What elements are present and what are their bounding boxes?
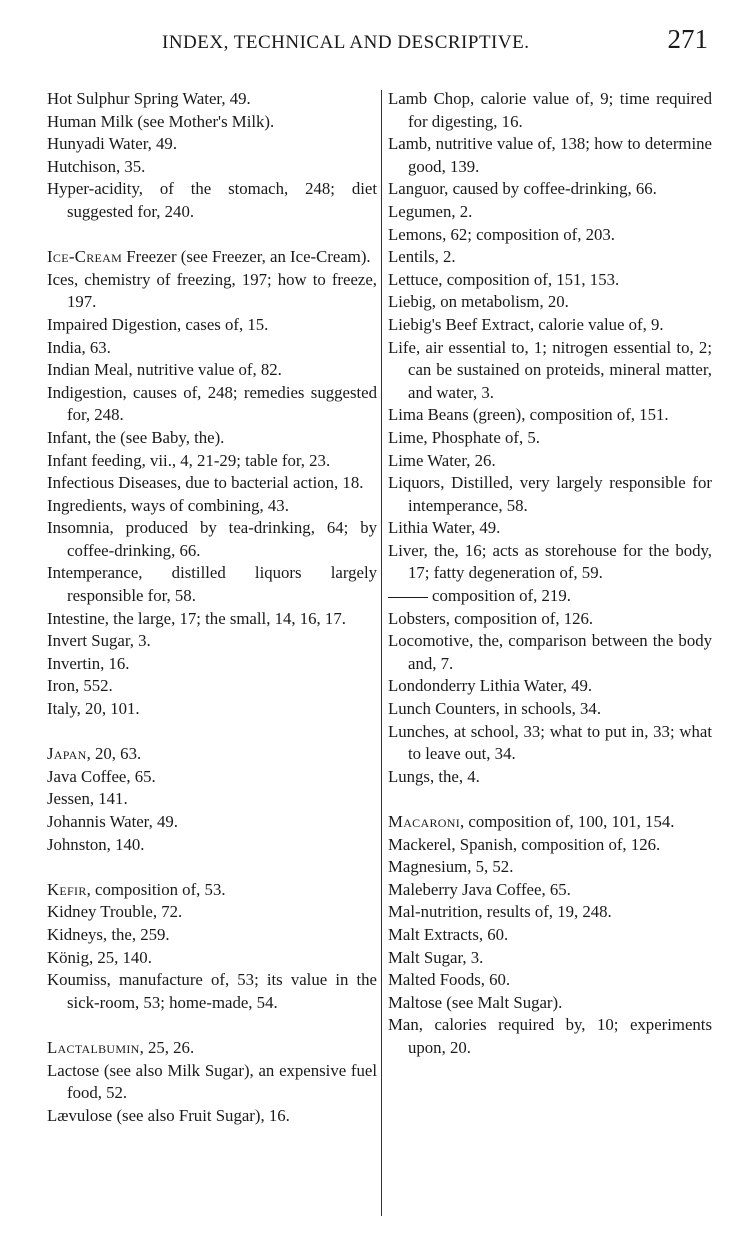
index-entry <box>388 608 712 631</box>
index-entry <box>388 698 712 721</box>
entry-text: Lunch Counters, in schools, 34. <box>388 699 602 719</box>
index-entry <box>47 562 377 607</box>
entry-text: Kidneys, the, 259. <box>47 924 170 944</box>
entry-text: Koumiss, manufacture of, 53; its value in the sick-room, 53; home-made, 54. <box>47 970 377 1012</box>
entry-text: Indigestion, causes of, 248; remedies suggested for, 248. <box>47 382 377 425</box>
entry-text: Infectious Diseases, due to bacterial action, 18. <box>47 473 364 493</box>
index-entry <box>388 269 712 292</box>
entry-text: Lemons, 62; composition of, 203. <box>388 224 615 244</box>
entry-text: Lima Beans (green), composition of, 151. <box>388 405 669 425</box>
index-column-right <box>388 88 712 1060</box>
index-entry <box>47 788 377 811</box>
entry-text: Londonderry Lithia Water, 49. <box>388 676 593 696</box>
entry-lead-word: Japan <box>47 744 87 764</box>
index-entry <box>47 1037 377 1060</box>
entry-text: Lactose (see also Milk Sugar), an expensive fuel food, 52. <box>47 1060 377 1103</box>
entry-text: Indian Meal, nutritive value of, 82. <box>47 360 282 380</box>
index-entry <box>47 630 377 653</box>
index-entry <box>388 201 712 224</box>
entry-lead-word: Macaroni <box>388 812 460 831</box>
entry-text: Human Milk (see Mother's Milk). <box>47 111 275 131</box>
index-entry <box>47 675 377 698</box>
index-entry <box>47 314 377 337</box>
entry-text: Malt Extracts, 60. <box>388 924 509 944</box>
index-entry <box>388 246 712 269</box>
entry-text: Hutchison, 35. <box>47 156 146 176</box>
entry-text: Liebig's Beef Extract, calorie value of, 9. <box>388 314 664 334</box>
entry-lead-word: Kefir <box>47 879 87 899</box>
entry-text: König, 25, 140. <box>47 947 152 967</box>
entry-text: Locomotive, the, comparison between the body and, 7. <box>388 631 712 673</box>
index-entry <box>388 811 712 834</box>
entry-text: Freezer (see Freezer, an Ice-Cream). <box>122 247 371 267</box>
entry-text: composition of, 219. <box>432 586 571 606</box>
entry-text: Invert Sugar, 3. <box>47 631 151 651</box>
index-entry <box>388 314 712 337</box>
repeat-dash <box>388 597 428 598</box>
entry-text: Hunyadi Water, 49. <box>47 134 178 154</box>
entry-text: Italy, 20, 101. <box>47 699 140 719</box>
entry-text: Hyper-acidity, of the stomach, 248; diet suggested for, 240. <box>47 179 377 221</box>
entry-text: Intestine, the large, 17; the small, 14, 16, 17. <box>47 608 346 628</box>
index-entry <box>47 1060 377 1105</box>
index-entry <box>388 901 712 924</box>
index-entry <box>388 969 712 992</box>
index-entry <box>388 766 712 789</box>
index-entry <box>388 879 712 902</box>
entry-lead-word: Lactalbumin <box>47 1037 140 1057</box>
index-entry <box>388 178 712 201</box>
entry-text: Magnesium, 5, 52. <box>388 857 514 877</box>
column-divider <box>381 90 382 1216</box>
index-entry <box>388 427 712 450</box>
entry-text: Malted Foods, 60. <box>388 970 511 990</box>
entry-text: Lime Water, 26. <box>388 450 496 470</box>
entry-text: Jessen, 141. <box>47 789 128 809</box>
index-column-left <box>47 88 377 1127</box>
index-entry <box>47 743 377 766</box>
entry-text: Lithia Water, 49. <box>388 518 501 538</box>
index-entry <box>388 88 712 133</box>
index-entry <box>388 291 712 314</box>
index-entry <box>47 382 377 427</box>
entry-text: Legumen, 2. <box>388 201 473 221</box>
index-entry <box>47 653 377 676</box>
index-entry <box>388 585 712 608</box>
entry-text: Languor, caused by coffee-drinking, 66. <box>388 179 657 199</box>
entry-text: Lime, Phosphate of, 5. <box>388 427 540 447</box>
entry-text: Life, air essential to, 1; nitrogen essential to, 2; can be sustained on proteids, mineral matter, and water, 3. <box>388 337 712 402</box>
index-entry <box>47 834 377 857</box>
entry-text: Insomnia, produced by tea-drinking, 64; by coffee-drinking, 66. <box>47 518 377 560</box>
entry-text: Johannis Water, 49. <box>47 812 178 831</box>
index-entry <box>47 246 377 269</box>
entry-text: Lobsters, composition of, 126. <box>388 608 594 628</box>
index-entry <box>47 811 377 834</box>
index-entry <box>388 992 712 1015</box>
index-entry <box>47 178 377 223</box>
index-entry <box>388 675 712 698</box>
entry-lead-word: Ice-Cream <box>47 247 123 267</box>
entry-text: , 25, 26. <box>139 1037 195 1057</box>
index-entry <box>388 472 712 517</box>
index-entry <box>388 721 712 766</box>
index-entry <box>47 766 377 789</box>
index-entry <box>47 427 377 450</box>
index-entry <box>388 133 712 178</box>
index-entry <box>388 540 712 585</box>
entry-text: Mal-nutrition, results of, 19, 248. <box>388 902 612 922</box>
index-entry <box>388 517 712 540</box>
index-entry <box>388 337 712 405</box>
entry-text: Kidney Trouble, 72. <box>47 902 183 922</box>
entry-text: Maltose (see Malt Sugar). <box>388 992 563 1012</box>
index-entry <box>47 156 377 179</box>
entry-text: Liquors, Distilled, very largely responsible for intemperance, 58. <box>388 473 712 515</box>
entry-text: Maleberry Java Coffee, 65. <box>388 879 571 899</box>
entry-text: Mackerel, Spanish, composition of, 126. <box>388 834 661 854</box>
entry-text: Iron, 552. <box>47 676 113 696</box>
index-entry <box>47 969 377 1014</box>
index-entry <box>388 404 712 427</box>
index-entry <box>47 517 377 562</box>
index-entry <box>47 133 377 156</box>
entry-text: Lettuce, composition of, 151, 153. <box>388 269 620 289</box>
index-entry <box>388 856 712 879</box>
index-entry <box>47 269 377 314</box>
index-entry <box>47 450 377 473</box>
index-entry <box>47 947 377 970</box>
index-entry <box>47 901 377 924</box>
entry-text: Impaired Digestion, cases of, 15. <box>47 314 269 334</box>
entry-text: Lentils, 2. <box>388 247 456 267</box>
entry-text: Liebig, on metabolism, 20. <box>388 292 569 312</box>
index-entry <box>388 834 712 857</box>
index-entry <box>47 924 377 947</box>
entry-text: Ingredients, ways of combining, 43. <box>47 495 289 515</box>
entry-text: Lamb, nutritive value of, 138; how to determine good, 139. <box>388 134 712 176</box>
index-entry <box>47 359 377 382</box>
entry-text: Lunches, at school, 33; what to put in, 33; what to leave out, 34. <box>388 721 712 764</box>
entry-text: Johnston, 140. <box>47 834 145 854</box>
running-title: INDEX, TECHNICAL AND DESCRIPTIVE. <box>162 32 530 53</box>
entry-text: , 20, 63. <box>86 744 142 764</box>
entry-text: Lungs, the, 4. <box>388 766 480 786</box>
index-entry <box>47 698 377 721</box>
entry-text: Infant, the (see Baby, the). <box>47 427 225 447</box>
index-entry <box>47 111 377 134</box>
entry-text: , composition of, 100, 101, 154. <box>460 812 675 831</box>
entry-text: , composition of, 53. <box>86 879 226 899</box>
entry-text: Lævulose (see also Fruit Sugar), 16. <box>47 1105 290 1125</box>
entry-text: Hot Sulphur Spring Water, 49. <box>47 89 251 108</box>
index-entry <box>47 1105 377 1128</box>
index-entry <box>388 924 712 947</box>
entry-text: Malt Sugar, 3. <box>388 947 484 967</box>
page-number: 271 <box>667 24 708 54</box>
entry-text: Infant feeding, vii., 4, 21-29; table for, 23. <box>47 450 331 470</box>
entry-text: Ices, chemistry of freezing, 197; how to freeze, 197. <box>47 269 377 312</box>
page-header <box>40 24 712 58</box>
index-entry <box>47 495 377 518</box>
entry-text: Java Coffee, 65. <box>47 766 156 786</box>
index-entry <box>388 947 712 970</box>
index-entry <box>388 224 712 247</box>
index-entry <box>47 337 377 360</box>
entry-text: India, 63. <box>47 337 111 357</box>
index-entry <box>388 450 712 473</box>
index-entry <box>388 630 712 675</box>
entry-text: Lamb Chop, calorie value of, 9; time required for digesting, 16. <box>388 89 712 131</box>
entry-text: Invertin, 16. <box>47 653 130 673</box>
index-entry <box>388 1014 712 1059</box>
index-entry <box>47 88 377 111</box>
index-entry <box>47 472 377 495</box>
index-entry <box>47 608 377 631</box>
entry-text: Man, calories required by, 10; experiments upon, 20. <box>388 1015 712 1057</box>
index-entry <box>47 879 377 902</box>
entry-text: Liver, the, 16; acts as storehouse for the body, 17; fatty degeneration of, 59. <box>388 540 712 583</box>
entry-text: Intemperance, distilled liquors largely responsible for, 58. <box>47 563 377 606</box>
